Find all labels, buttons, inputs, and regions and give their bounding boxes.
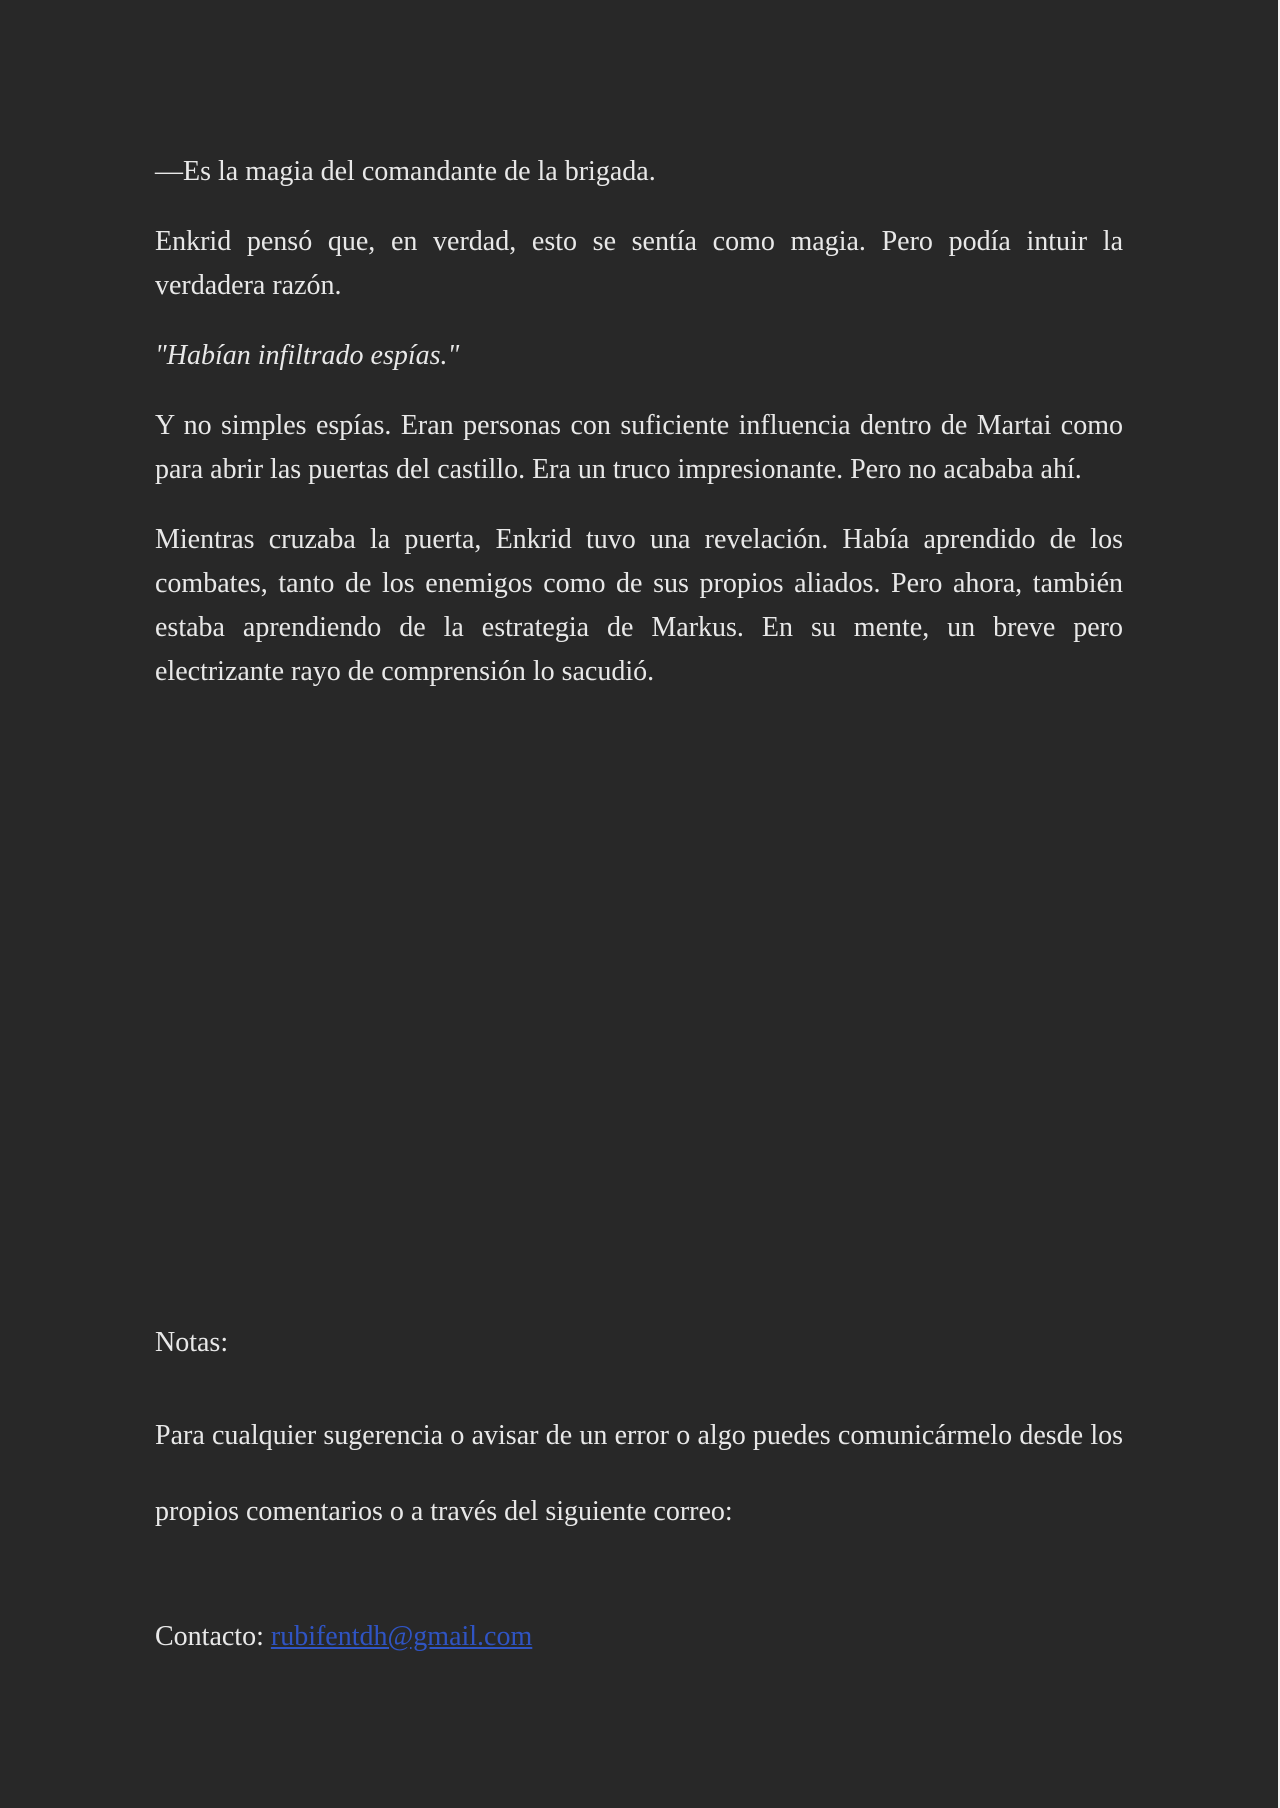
contact-label: Contacto: <box>155 1621 264 1652</box>
story-paragraph: Mientras cruzaba la puerta, Enkrid tuvo una revelación. Había aprendido de los combates, tanto de los enemigos como de sus propios aliados. Pero ahora, también estaba aprendiendo de la estrategia de Markus. En su mente, un breve pero electrizante rayo de comprensión lo sacudió. <box>155 524 1123 687</box>
notes-body: Para cualquier sugerencia o avisar de un error o algo puedes comunicármelo desde los propios comentarios o a través del siguiente correo: <box>155 1420 1123 1527</box>
story-thought-paragraph: "Habían infiltrado espías." <box>155 340 460 371</box>
contact-line <box>155 1615 532 1659</box>
notes-heading: Notas: <box>155 1327 229 1358</box>
contact-email-link[interactable]: rubifentdh@gmail.com <box>270 1621 533 1652</box>
story-text <box>155 150 1123 694</box>
story-paragraph: Enkrid pensó que, en verdad, esto se sentía como magia. Pero podía intuir la verdadera razón. <box>155 226 1123 301</box>
story-paragraph: —Es la magia del comandante de la brigada. <box>155 156 656 187</box>
story-paragraph: Y no simples espías. Eran personas con suficiente influencia dentro de Martai como para abrir las puertas del castillo. Era un truco impresionante. Pero no acababa ahí. <box>155 410 1123 485</box>
